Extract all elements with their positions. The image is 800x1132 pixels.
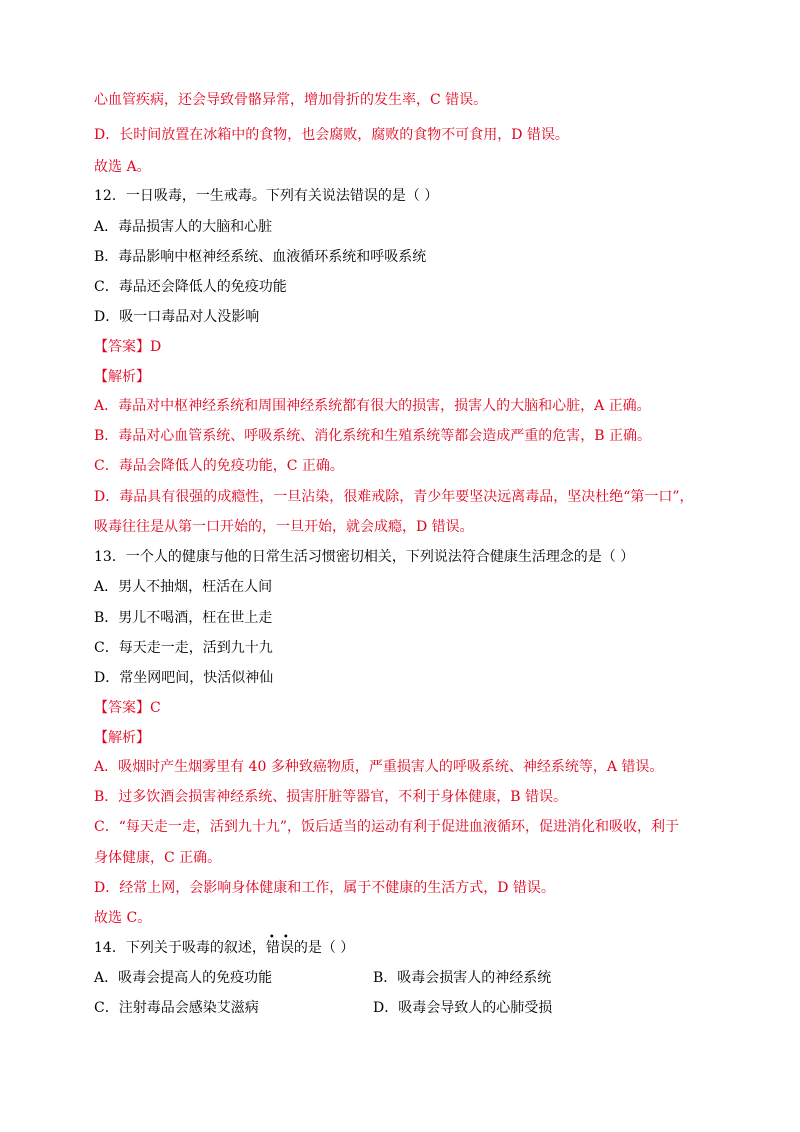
q12-option-c: C．毒品还会降低人的免疫功能	[94, 279, 287, 295]
q14-stem-after: 的是（ ）	[293, 940, 355, 956]
q13-option-d: D．常坐网吧间，快活似神仙	[94, 670, 274, 686]
q13-conclusion: 故选 C。	[94, 910, 152, 926]
q14-option-c: C．注射毒品会感染艾滋病	[94, 1000, 259, 1016]
q14-stem-emphasis	[265, 932, 294, 958]
prev-analysis-line-1: 心血管疾病，还会导致骨骼异常，增加骨折的发生率，C 错误。	[94, 92, 488, 108]
q14-stem-before: 14．下列关于吸毒的叙述，	[94, 940, 266, 956]
q13-option-b: B．男儿不喝酒，枉在世上走	[94, 610, 273, 626]
q12-option-d: D．吸一口毒品对人没影响	[94, 309, 260, 325]
q14-stem-emphasis-text: 错误	[265, 940, 294, 956]
q12-analysis-c: C．毒品会降低人的免疫功能，C 正确。	[94, 458, 344, 474]
q13-answer-value: C	[150, 700, 161, 716]
q12-option-a: A．毒品损害人的大脑和心脏	[94, 219, 273, 235]
q12-analysis-d-cont: 吸毒往往是从第一口开始的，一旦开始，就会成瘾，D 错误。	[94, 519, 474, 535]
q13-answer-tag: 【答案】	[94, 700, 150, 716]
q14-stem	[94, 932, 355, 958]
prev-analysis-line-2: D．长时间放置在冰箱中的食物，也会腐败，腐败的食物不可食用，D 错误。	[94, 127, 569, 143]
q13-stem: 13．一个人的健康与他的日常生活习惯密切相关，下列说法符合健康生活理念的是（ ）	[94, 549, 635, 565]
q12-answer-tag: 【答案】	[94, 339, 150, 355]
q12-analysis-a: A．毒品对中枢神经系统和周围神经系统都有很大的损害，损害人的大脑和心脏，A 正确。	[94, 398, 651, 414]
q14-option-a: A．吸毒会提高人的免疫功能	[94, 970, 273, 986]
prev-conclusion: 故选 A。	[94, 159, 151, 175]
q13-analysis-a: A．吸烟时产生烟雾里有 40 多种致癌物质，严重损害人的呼吸系统、神经系统等，A 错误。	[94, 759, 664, 775]
q13-answer	[94, 698, 161, 718]
q13-option-a: A．男人不抽烟，枉活在人间	[94, 579, 273, 595]
q13-analysis-tag: 【解析】	[94, 730, 150, 746]
q13-analysis-c: C．“每天走一走，活到九十九”，饭后适当的运动有利于促进血液循环，促进消化和吸收，利于	[94, 819, 680, 835]
q12-option-b: B．毒品影响中枢神经系统、血液循环系统和呼吸系统	[94, 249, 427, 265]
q12-answer-value: D	[150, 339, 162, 355]
q14-option-b: B．吸毒会损害人的神经系统	[373, 970, 552, 986]
q13-option-c: C．每天走一走，活到九十九	[94, 640, 273, 656]
q13-analysis-b: B．过多饮酒会损害神经系统、损害肝脏等器官，不利于身体健康，B 错误。	[94, 789, 568, 805]
q12-answer	[94, 337, 161, 357]
q12-stem: 12．一日吸毒，一生戒毒。下列有关说法错误的是（ ）	[94, 188, 439, 204]
emphasis-dot: •	[268, 932, 275, 943]
q13-analysis-d: D．经常上网，会影响身体健康和工作，属于不健康的生活方式，D 错误。	[94, 880, 555, 896]
q14-option-d: D．吸毒会导致人的心肺受损	[373, 1000, 553, 1016]
emphasis-dot: •	[282, 932, 289, 943]
q12-analysis-d: D．毒品具有很强的成瘾性，一旦沾染，很难戒除，青少年要坚决远离毒品，坚决杜绝“第一口”，	[94, 489, 694, 505]
q12-analysis-b: B．毒品对心血管系统、呼吸系统、消化系统和生殖系统等都会造成严重的危害，B 正确。	[94, 428, 652, 444]
q12-analysis-tag: 【解析】	[94, 369, 150, 385]
q13-analysis-c-cont: 身体健康，C 正确。	[94, 850, 222, 866]
